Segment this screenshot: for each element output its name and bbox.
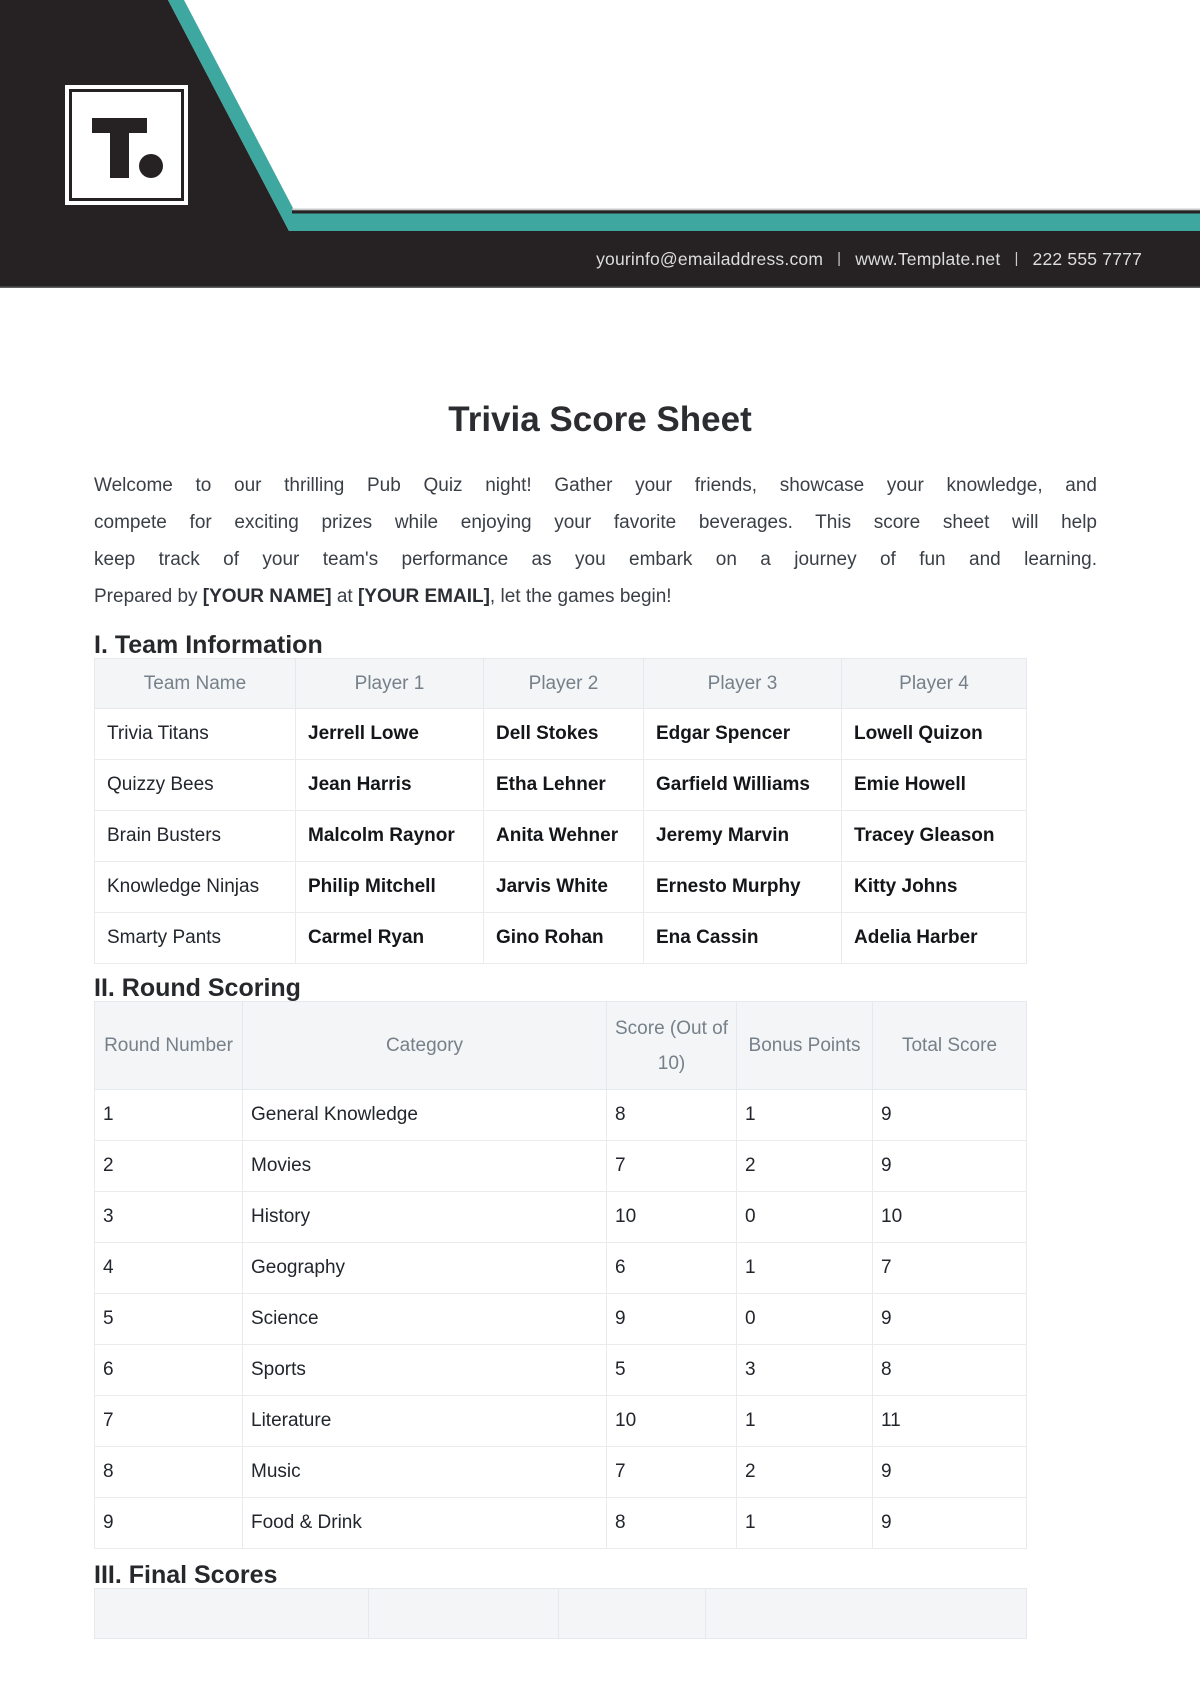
section-heading-team-information: I. Team Information [94, 631, 323, 659]
your-email-placeholder: [YOUR EMAIL] [357, 586, 490, 607]
table-row [95, 1396, 1027, 1447]
template-logo [65, 85, 188, 205]
header [0, 0, 1200, 288]
table-cell: 8 [873, 1345, 1027, 1396]
table-cell: Etha Lehner [484, 760, 644, 811]
table-cell: 9 [95, 1498, 243, 1549]
column-header: Round Number [95, 1002, 243, 1090]
table-cell: 5 [607, 1345, 737, 1396]
table-cell: 9 [873, 1498, 1027, 1549]
table-cell: 7 [873, 1243, 1027, 1294]
intro-line: keep track of your team's performance as you embark on a journey of fun and learning. [94, 549, 1097, 570]
table-cell: Kitty Johns [842, 862, 1027, 913]
table-cell: Jeremy Marvin [644, 811, 842, 862]
table-cell: 0 [737, 1294, 873, 1345]
intro-closing-line [94, 578, 1097, 615]
table-cell: 1 [737, 1498, 873, 1549]
column-header [95, 1589, 369, 1639]
final-scores-table [94, 1588, 1027, 1639]
table-cell: Philip Mitchell [296, 862, 484, 913]
table-cell: Emie Howell [842, 760, 1027, 811]
table-row [95, 1141, 1027, 1192]
intro-line: Welcome to our thrilling Pub Quiz night! Gather your friends, showcase your knowledge, and [94, 475, 1097, 496]
table-cell: Quizzy Bees [95, 760, 296, 811]
logo-letter-t-stem [110, 118, 129, 178]
table-cell: 8 [607, 1090, 737, 1141]
table-cell: 6 [95, 1345, 243, 1396]
table-cell: Ernesto Murphy [644, 862, 842, 913]
intro-closing-mid: at [331, 586, 358, 607]
table-cell: General Knowledge [243, 1090, 607, 1141]
table-cell: 7 [95, 1396, 243, 1447]
table-row [95, 1192, 1027, 1243]
contact-bar [596, 231, 1142, 288]
table-cell: 6 [607, 1243, 737, 1294]
column-header: Category [243, 1002, 607, 1090]
contact-website: www.Template.net [855, 249, 1001, 269]
table-cell: Knowledge Ninjas [95, 862, 296, 913]
section-heading-final-scores: III. Final Scores [94, 1561, 278, 1589]
table-cell: Malcolm Raynor [296, 811, 484, 862]
header-row [95, 659, 1027, 709]
table-cell: Trivia Titans [95, 709, 296, 760]
table-row [95, 811, 1027, 862]
column-header [706, 1589, 1027, 1639]
table-cell: 8 [95, 1447, 243, 1498]
table-cell: 9 [873, 1294, 1027, 1345]
table-cell: 1 [95, 1090, 243, 1141]
table-cell: Food & Drink [243, 1498, 607, 1549]
table-row [95, 1294, 1027, 1345]
table-cell: 9 [873, 1090, 1027, 1141]
contact-phone: 222 555 7777 [1032, 249, 1142, 269]
header-light-hairline [292, 209, 1200, 211]
table-cell: Dell Stokes [484, 709, 644, 760]
table-cell: 5 [95, 1294, 243, 1345]
your-name-placeholder: [YOUR NAME] [202, 586, 332, 607]
table-row [95, 1090, 1027, 1141]
column-header [559, 1589, 706, 1639]
table-cell: 3 [737, 1345, 873, 1396]
intro-closing-suffix: , let the games begin! [489, 586, 672, 607]
contact-email: yourinfo@emailaddress.com [596, 249, 824, 269]
team-information-table [94, 658, 1027, 964]
table-cell: Ena Cassin [644, 913, 842, 964]
template-logo-frame [69, 89, 184, 201]
table-cell: Carmel Ryan [296, 913, 484, 964]
table-cell: Literature [243, 1396, 607, 1447]
table-cell: 7 [607, 1447, 737, 1498]
table-row [95, 709, 1027, 760]
table-cell: Jerrell Lowe [296, 709, 484, 760]
table-cell: Geography [243, 1243, 607, 1294]
table-cell: 1 [737, 1396, 873, 1447]
table-cell: Anita Wehner [484, 811, 644, 862]
table-row [95, 1447, 1027, 1498]
logo-text [72, 92, 73, 93]
column-header: Player 1 [296, 659, 484, 709]
table-cell: Music [243, 1447, 607, 1498]
column-header: Score (Out of 10) [607, 1002, 737, 1090]
header-dark-hairline [292, 210, 1200, 213]
table-row [95, 1243, 1027, 1294]
table-cell: 9 [873, 1141, 1027, 1192]
column-header: Team Name [95, 659, 296, 709]
table-cell: Smarty Pants [95, 913, 296, 964]
table-cell: 2 [737, 1447, 873, 1498]
table-cell: 11 [873, 1396, 1027, 1447]
table-cell: 9 [607, 1294, 737, 1345]
table-cell: Jean Harris [296, 760, 484, 811]
table-cell: 2 [737, 1141, 873, 1192]
table-cell: Tracey Gleason [842, 811, 1027, 862]
table-cell: 3 [95, 1192, 243, 1243]
table-row [95, 1345, 1027, 1396]
table-cell: 10 [607, 1396, 737, 1447]
contact-separator: | [1014, 250, 1019, 267]
table-cell: 4 [95, 1243, 243, 1294]
header-row [95, 1589, 1027, 1639]
intro-line: compete for exciting prizes while enjoying your favorite beverages. This score sheet will help [94, 512, 1097, 533]
column-header: Total Score [873, 1002, 1027, 1090]
table-cell: 0 [737, 1192, 873, 1243]
table-cell: Edgar Spencer [644, 709, 842, 760]
table-cell: Adelia Harber [842, 913, 1027, 964]
section-heading-round-scoring: II. Round Scoring [94, 974, 301, 1002]
teal-horizontal-band [295, 214, 1200, 232]
intro-closing-prefix: Prepared by [94, 586, 203, 607]
table-cell: 10 [873, 1192, 1027, 1243]
contact-separator: | [837, 250, 842, 267]
column-header: Player 4 [842, 659, 1027, 709]
table-cell: 9 [873, 1447, 1027, 1498]
table-cell: History [243, 1192, 607, 1243]
table-cell: Lowell Quizon [842, 709, 1027, 760]
table-cell: Garfield Williams [644, 760, 842, 811]
table-cell: Brain Busters [95, 811, 296, 862]
table-cell: 2 [95, 1141, 243, 1192]
column-header: Player 2 [484, 659, 644, 709]
page-title: Trivia Score Sheet [448, 400, 752, 439]
table-cell: 7 [607, 1141, 737, 1192]
table-cell: Gino Rohan [484, 913, 644, 964]
table-cell: Sports [243, 1345, 607, 1396]
column-header: Player 3 [644, 659, 842, 709]
table-row [95, 760, 1027, 811]
column-header [369, 1589, 559, 1639]
table-row [95, 1498, 1027, 1549]
table-cell: Science [243, 1294, 607, 1345]
table-cell: 10 [607, 1192, 737, 1243]
table-cell: 1 [737, 1243, 873, 1294]
table-cell: 8 [607, 1498, 737, 1549]
table-row [95, 913, 1027, 964]
table-cell: 1 [737, 1090, 873, 1141]
header-row [95, 1002, 1027, 1090]
table-row [95, 862, 1027, 913]
round-scoring-table [94, 1001, 1027, 1549]
logo-period-dot [139, 154, 163, 178]
table-cell: Movies [243, 1141, 607, 1192]
intro-paragraph [94, 467, 1097, 615]
table-cell: Jarvis White [484, 862, 644, 913]
column-header: Bonus Points [737, 1002, 873, 1090]
